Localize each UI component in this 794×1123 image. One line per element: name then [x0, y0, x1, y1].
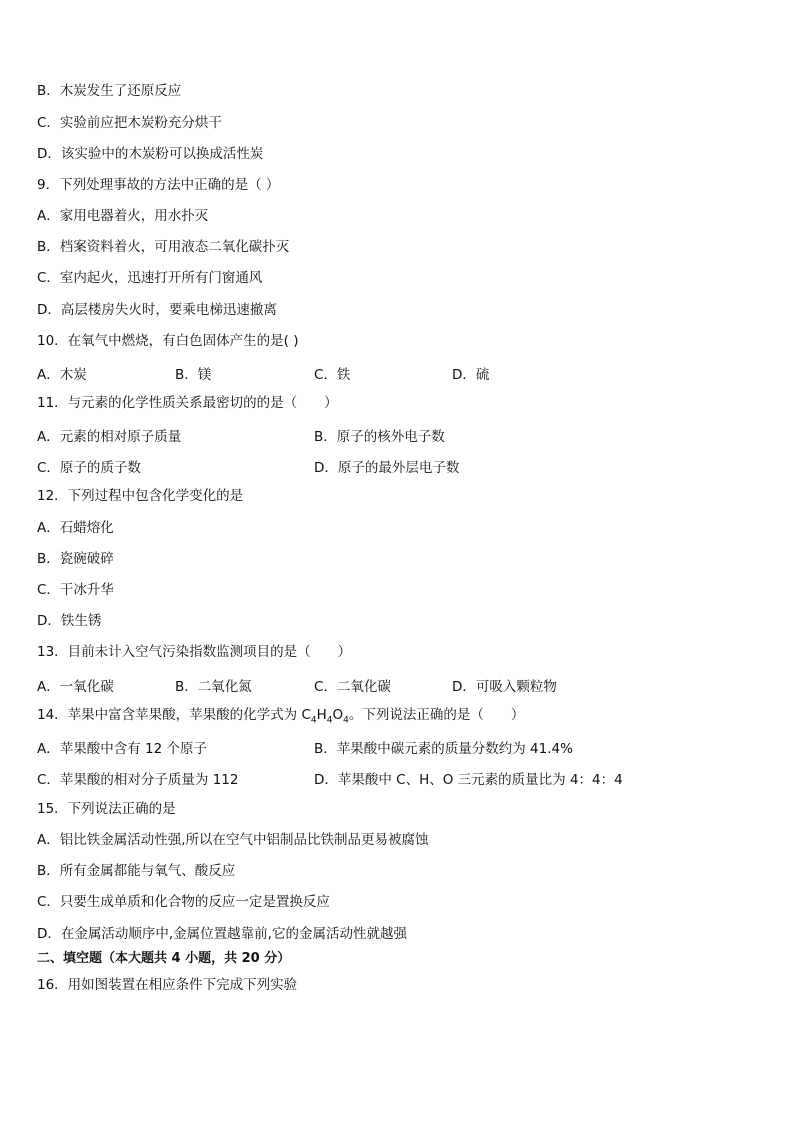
q15-option-b: B．所有金属都能与氧气、酸反应 — [37, 863, 236, 879]
q12-option-d: D．铁生锈 — [37, 613, 102, 629]
q14-stem — [37, 706, 524, 724]
q14-stem-pre: 14．苹果中富含苹果酸，苹果酸的化学式为 C — [37, 707, 311, 723]
q14-option-b: B．苹果酸中碳元素的质量分数约为 41.4% — [314, 741, 573, 757]
q9-option-d: D．高层楼房失火时，要乘电梯迅速撤离 — [37, 302, 277, 318]
q8-option-c: C．实验前应把木炭粉充分烘干 — [37, 115, 222, 131]
q12-option-b: B．瓷碗破碎 — [37, 551, 114, 567]
q10-stem: 10．在氧气中燃烧，有白色固体产生的是( ) — [37, 333, 299, 349]
q10-option-c: C．铁 — [314, 367, 351, 383]
q14-option-d: D．苹果酸中 C、H、O 三元素的质量比为 4：4：4 — [314, 772, 623, 788]
q11-option-d: D．原子的最外层电子数 — [314, 460, 460, 476]
q12-option-a: A．石蜡熔化 — [37, 520, 114, 536]
q14-formula-h-count: 4 — [326, 715, 333, 726]
q9-option-a: A．家用电器着火，用水扑灭 — [37, 208, 209, 224]
q15-option-a: A．铝比铁金属活动性强,所以在空气中铝制品比铁制品更易被腐蚀 — [37, 832, 429, 848]
q14-formula-c-count: 4 — [310, 715, 317, 726]
q14-option-a: A．苹果酸中含有 12 个原子 — [37, 741, 207, 757]
q13-stem: 13．目前未计入空气污染指数监测项目的是（ ） — [37, 644, 352, 660]
q11-option-c: C．原子的质子数 — [37, 460, 141, 476]
q13-option-d: D．可吸入颗粒物 — [452, 679, 557, 695]
q9-option-c: C．室内起火，迅速打开所有门窗通风 — [37, 270, 263, 286]
q13-option-c: C．二氧化碳 — [314, 679, 391, 695]
q11-stem: 11．与元素的化学性质关系最密切的的是（ ） — [37, 395, 338, 411]
q14-formula-o-count: 4 — [343, 715, 349, 726]
q13-option-b: B．二氧化氮 — [175, 679, 252, 695]
q14-formula-h: H — [316, 707, 327, 723]
q12-stem: 12．下列过程中包含化学变化的是 — [37, 488, 244, 504]
q9-stem: 9．下列处理事故的方法中正确的是（ ） — [37, 177, 280, 193]
q13-option-a: A．一氧化碳 — [37, 679, 114, 695]
q8-option-d: D．该实验中的木炭粉可以换成活性炭 — [37, 146, 264, 162]
q12-option-c: C．干冰升华 — [37, 582, 114, 598]
q11-option-a: A．元素的相对原子质量 — [37, 429, 182, 445]
q10-option-a: A．木炭 — [37, 367, 87, 383]
q11-option-b: B．原子的核外电子数 — [314, 429, 445, 445]
q14-formula-o: O — [332, 707, 344, 723]
q14-option-c: C．苹果酸的相对分子质量为 112 — [37, 772, 239, 788]
q15-option-c: C．只要生成单质和化合物的反应一定是置换反应 — [37, 894, 330, 910]
q10-option-b: B．镁 — [175, 367, 212, 383]
q14-stem-post: 。下列说法正确的是（ ） — [348, 707, 525, 723]
q9-option-b: B．档案资料着火，可用液态二氧化碳扑灭 — [37, 239, 290, 255]
q15-stem: 15．下列说法正确的是 — [37, 801, 176, 817]
section-heading-fill-in: 二、填空题（本大题共 4 小题，共 20 分） — [37, 951, 291, 966]
q15-option-d: D．在金属活动顺序中,金属位置越靠前,它的金属活动性就越强 — [37, 926, 407, 942]
q8-option-b: B．木炭发生了还原反应 — [37, 83, 182, 99]
q16-stem: 16．用如图装置在相应条件下完成下列实验 — [37, 977, 298, 993]
q10-option-d: D．硫 — [452, 367, 490, 383]
